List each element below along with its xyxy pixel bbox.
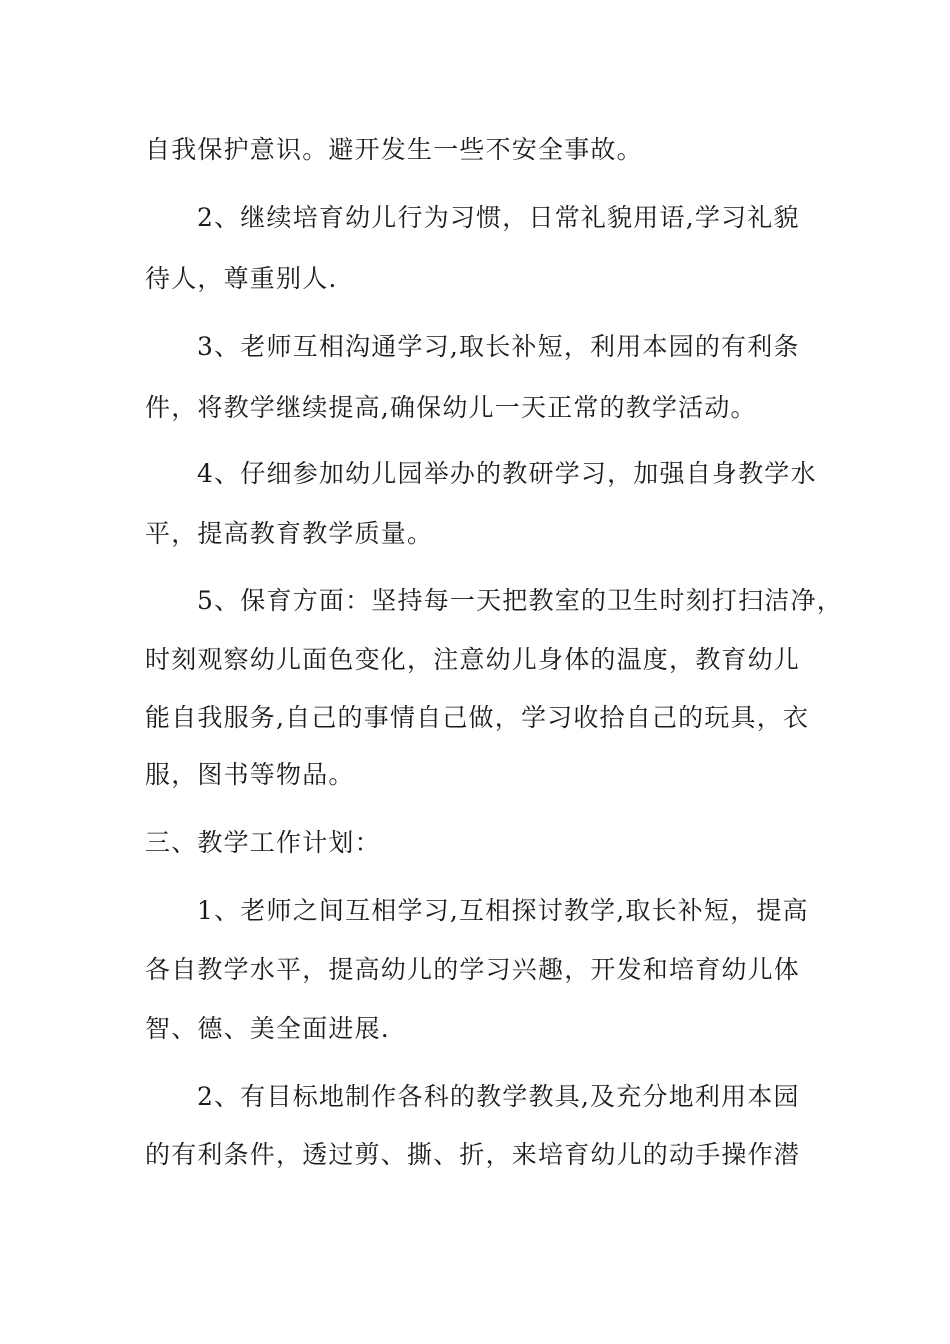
text-line: 能自我服务,自己的事情自己做，学习收拾自己的玩具，衣 [145,703,810,732]
section-heading: 三、教学工作计划： [145,828,381,857]
text-line: 3、老师互相沟通学习,取长补短，利用本园的有利条 [197,332,800,361]
text-line: 2、继续培育幼儿行为习惯，日常礼貌用语,学习礼貌 [197,203,800,232]
text-line: 件，将教学继续提高,确保幼儿一天正常的教学活动。 [145,393,757,422]
text-line: 时刻观察幼儿面色变化，注意幼儿身体的温度，教育幼儿 [145,645,801,674]
text-line: 平，提高教育教学质量。 [145,519,434,548]
text-line: 4、仔细参加幼儿园举办的教研学习，加强自身教学水 [197,459,817,488]
text-line: 1、老师之间互相学习,互相探讨教学,取长补短，提高 [197,896,809,925]
text-line: 待人，尊重别人. [145,264,338,293]
text-line: 5、保育方面：坚持每一天把教室的卫生时刻打扫洁净， [197,586,843,615]
text-line: 服，图书等物品。 [145,760,355,789]
text-line: 的有利条件，透过剪、撕、折，来培育幼儿的动手操作潜 [145,1140,801,1169]
text-line: 各自教学水平，提高幼儿的学习兴趣，开发和培育幼儿体 [145,955,801,984]
text-line: 智、德、美全面进展. [145,1014,390,1043]
text-line: 自我保护意识。避开发生一些不安全事故。 [145,135,643,164]
text-line: 2、有目标地制作各科的教学教具,及充分地利用本园 [197,1082,800,1111]
